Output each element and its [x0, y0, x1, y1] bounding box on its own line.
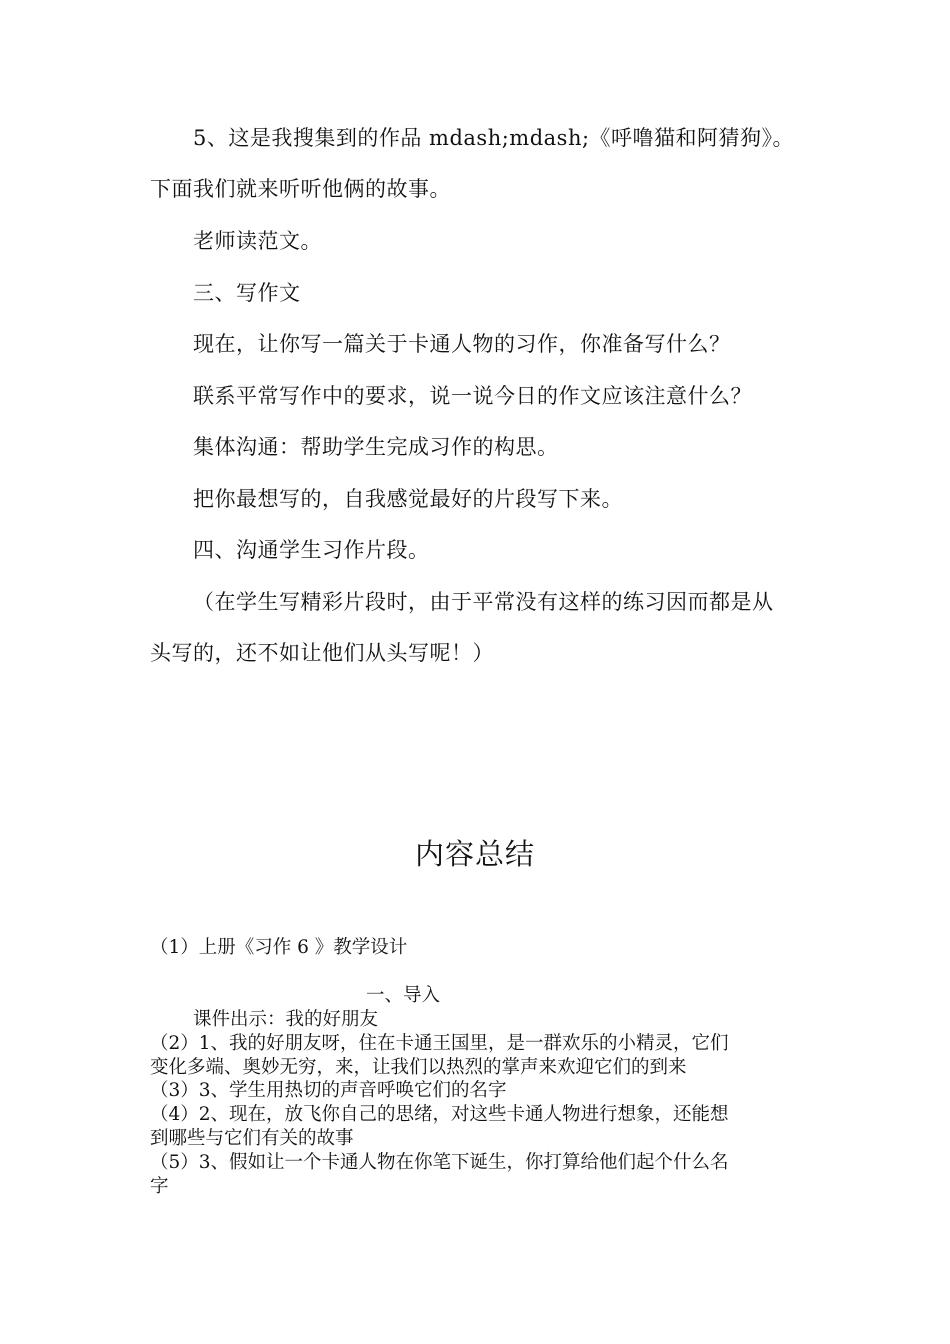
paragraph-teacher-reads: 老师读范文。	[193, 229, 322, 253]
paragraph-question-2: 联系平常写作中的要求，说一说今日的作文应该注意什么？	[193, 384, 752, 408]
summary-line-2: 一、导入	[366, 985, 441, 1006]
section-heading-4: 四、沟通学生习作片段。	[193, 538, 430, 562]
summary-line-7: （4）2、现在，放飞你自己的思绪，对这些卡通人物进行想象，还能想	[150, 1104, 729, 1125]
summary-line-1: （1）上册《习作 6 》教学设计	[150, 937, 408, 958]
paragraph-continuation: 下面我们就来听听他俩的故事。	[150, 177, 451, 201]
summary-line-9: （5）3、假如让一个卡通人物在你笔下诞生，你打算给他们起个什么名	[150, 1152, 729, 1173]
section-heading-3: 三、写作文	[193, 281, 301, 305]
summary-title: 内容总结	[414, 837, 535, 871]
summary-line-8: 到哪些与它们有关的故事	[150, 1128, 354, 1149]
summary-line-10: 字	[150, 1176, 169, 1197]
summary-line-4: （2）1、我的好朋友呀，住在卡通王国里，是一群欢乐的小精灵，它们	[150, 1033, 729, 1054]
paragraph-note-continuation: 头写的，还不如让他们从头写呢！）	[150, 641, 494, 665]
paragraph-item-5: 5、这是我搜集到的作品 mdash;mdash;《呼噜猫和阿猜狗》。	[193, 126, 795, 150]
paragraph-group-discussion: 集体沟通：帮助学生完成习作的构思。	[193, 435, 559, 459]
paragraph-question-1: 现在，让你写一篇关于卡通人物的习作，你准备写什么？	[193, 332, 731, 356]
paragraph-note: （在学生写精彩片段时，由于平常没有这样的练习因而都是从	[193, 590, 774, 614]
paragraph-write-fragment: 把你最想写的，自我感觉最好的片段写下来。	[193, 487, 623, 511]
summary-line-3: 课件出示：我的好朋友	[193, 1009, 379, 1030]
summary-line-6: （3）3、学生用热切的声音呼唤它们的名字	[150, 1080, 507, 1101]
summary-line-5: 变化多端、奥妙无穷，来，让我们以热烈的掌声来欢迎它们的到来	[150, 1057, 687, 1078]
